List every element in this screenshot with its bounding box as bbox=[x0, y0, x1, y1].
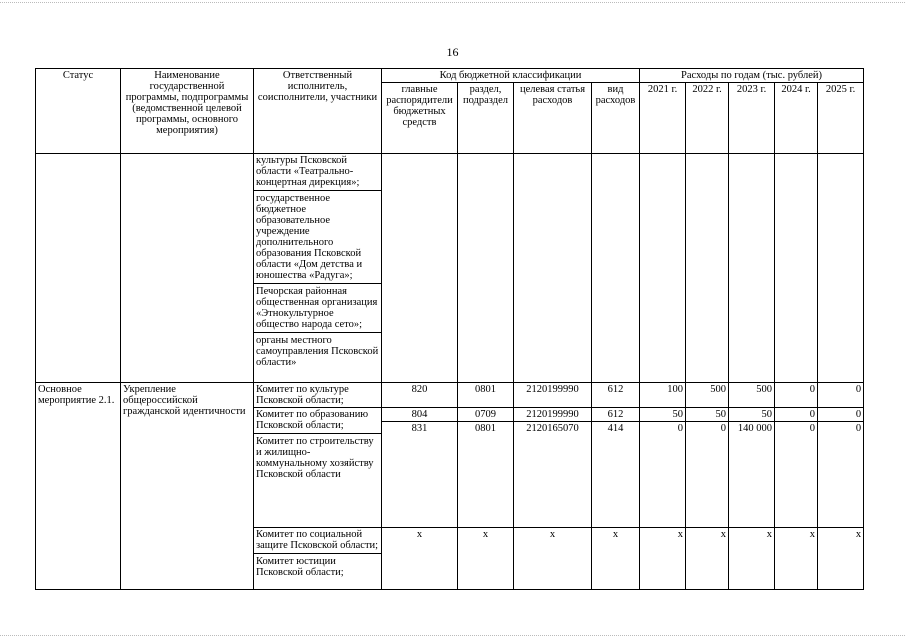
rzpr-cell: 0801 bbox=[458, 383, 514, 408]
y2021-cell: 100 bbox=[640, 383, 686, 408]
y2021-cell: 50 bbox=[640, 408, 686, 422]
vr-cell: x bbox=[592, 528, 640, 590]
y2021-cell: 0 bbox=[640, 422, 686, 528]
y2023-cell: 500 bbox=[729, 383, 775, 408]
header-grbs: главные распорядители бюджетных средств bbox=[382, 83, 458, 154]
y2022-cell: x bbox=[686, 528, 729, 590]
executor-cell bbox=[254, 408, 382, 528]
y2024-cell: 0 bbox=[775, 422, 818, 528]
header-vr: вид расходов bbox=[592, 83, 640, 154]
y2022-cell: 0 bbox=[686, 422, 729, 528]
executor-item: Печорская районная общественная организация «Этнокультурное общество народа сето»; bbox=[254, 283, 381, 330]
continuation-row bbox=[36, 154, 864, 383]
y2024-cell: x bbox=[775, 528, 818, 590]
header-year-2025: 2025 г. bbox=[818, 83, 864, 154]
executor-item: Комитет по социальной защите Псковской области; bbox=[256, 529, 379, 551]
y2021-cell: x bbox=[640, 528, 686, 590]
grbs-cell: 831 bbox=[382, 422, 458, 528]
header-year-2022: 2022 г. bbox=[686, 83, 729, 154]
csr-cell: 2120199990 bbox=[514, 408, 592, 422]
header-year-2024: 2024 г. bbox=[775, 83, 818, 154]
header-rzpr: раздел, подраздел bbox=[458, 83, 514, 154]
csr-cell: x bbox=[514, 528, 592, 590]
status-cell-empty bbox=[36, 154, 121, 383]
y2023-cell: 140 000 bbox=[729, 422, 775, 528]
executor-item: органы местного самоуправления Псковской области» bbox=[254, 332, 381, 368]
executor-cell bbox=[254, 528, 382, 590]
header-expenses-group: Расходы по годам (тыс. рублей) bbox=[640, 69, 864, 83]
page-number: 16 bbox=[446, 45, 459, 59]
rzpr-cell: 0801 bbox=[458, 422, 514, 528]
header-year-2021: 2021 г. bbox=[640, 83, 686, 154]
executor-item: государственное бюджетное образовательное учреждение дополнительного образования Псковской области «Дом детства и юношества «Радуга»; bbox=[254, 190, 381, 281]
y2025-cell: 0 bbox=[818, 422, 864, 528]
y2024-cell: 0 bbox=[775, 383, 818, 408]
executor-item: культуры Псковской области «Театрально-концертная дирекция»; bbox=[256, 155, 360, 188]
y2022-cell: 50 bbox=[686, 408, 729, 422]
executor-item: Комитет юстиции Псковской области; bbox=[254, 553, 381, 578]
activity-name: Укрепление общероссийской гражданской идентичности bbox=[121, 383, 254, 590]
grbs-cell: 804 bbox=[382, 408, 458, 422]
y2024-cell: 0 bbox=[775, 408, 818, 422]
executor-item: Комитет по строительству и жилищно-коммунальному хозяйству Псковской области bbox=[254, 433, 381, 480]
y2023-cell: 50 bbox=[729, 408, 775, 422]
scan-edge-top bbox=[0, 2, 905, 3]
y2023-cell: x bbox=[729, 528, 775, 590]
executor-cell bbox=[254, 154, 382, 383]
executor-item: Комитет по образованию Псковской области; bbox=[256, 409, 369, 431]
header-status: Статус bbox=[36, 69, 121, 154]
header-csr: целевая статья расходов bbox=[514, 83, 592, 154]
vr-cell: 612 bbox=[592, 383, 640, 408]
budget-table bbox=[35, 68, 864, 590]
header-executor: Ответственный исполнитель, соисполнители, участники bbox=[254, 69, 382, 154]
y2022-cell: 500 bbox=[686, 383, 729, 408]
grbs-cell: 820 bbox=[382, 383, 458, 408]
activity-status: Основное мероприятие 2.1. bbox=[36, 383, 121, 590]
scan-edge-bottom bbox=[0, 635, 905, 636]
header-name: Наименование государственной программы, подпрограммы (ведомственной целевой программы, основного мероприятия) bbox=[121, 69, 254, 154]
y2025-cell: 0 bbox=[818, 383, 864, 408]
csr-cell: 2120165070 bbox=[514, 422, 592, 528]
y2025-cell: 0 bbox=[818, 408, 864, 422]
header-kbk-group: Код бюджетной классификации bbox=[382, 69, 640, 83]
y2025-cell: x bbox=[818, 528, 864, 590]
name-cell-empty bbox=[121, 154, 254, 383]
rzpr-cell: x bbox=[458, 528, 514, 590]
vr-cell: 612 bbox=[592, 408, 640, 422]
csr-cell: 2120199990 bbox=[514, 383, 592, 408]
vr-cell: 414 bbox=[592, 422, 640, 528]
table-row bbox=[36, 383, 864, 408]
header-year-2023: 2023 г. bbox=[729, 83, 775, 154]
executor-cell: Комитет по культуре Псковской области; bbox=[254, 383, 382, 408]
grbs-cell: x bbox=[382, 528, 458, 590]
rzpr-cell: 0709 bbox=[458, 408, 514, 422]
